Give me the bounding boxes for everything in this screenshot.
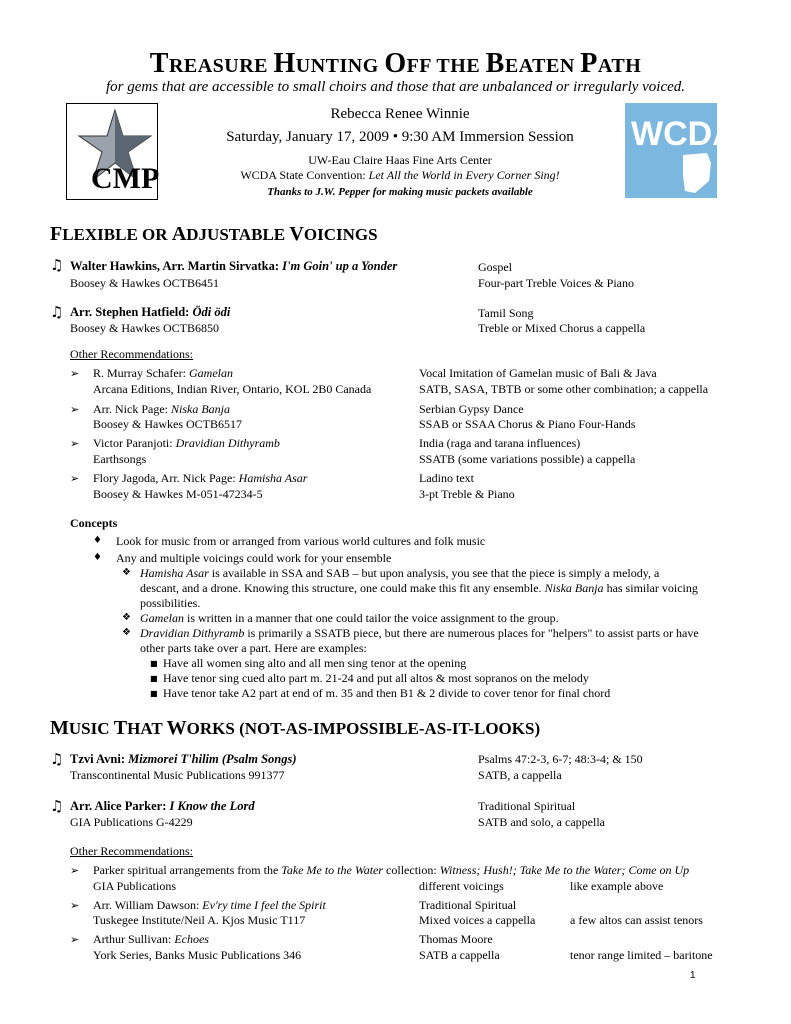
entry-title: Arr. Stephen Hatfield: Ödi ödi bbox=[70, 305, 231, 319]
rec-note: tenor range limited – baritone bbox=[570, 948, 713, 962]
page-title: TREASURE HUNTING OFF THE BEATEN PATH bbox=[149, 48, 642, 79]
other-recommendations-label: Other Recommendations: bbox=[70, 347, 193, 361]
rec-voicing: SSATB (some variations possible) a cappella bbox=[419, 452, 636, 466]
other-recommendations-label: Other Recommendations: bbox=[70, 844, 193, 858]
concepts-heading: Concepts bbox=[70, 516, 118, 530]
entry-title: Tzvi Avni: Mizmorei T'hilim (Psalm Songs) bbox=[70, 752, 297, 766]
rec-voicing: SSAB or SSAA Chorus & Piano Four-Hands bbox=[419, 417, 636, 431]
entry-style: Gospel bbox=[478, 260, 512, 274]
arrow-bullet-icon: ➢ bbox=[70, 403, 80, 416]
convention-info: WCDA State Convention: Let All the World in Every Corner Sing! bbox=[240, 168, 560, 182]
svg-text:WCDA: WCDA bbox=[631, 115, 737, 153]
rec-style: Ladino text bbox=[419, 471, 474, 485]
concept-sub-line: other parts take over a part. Here are examples: bbox=[140, 641, 367, 655]
entry-publisher: GIA Publications G-4229 bbox=[70, 815, 193, 829]
entry-publisher: Boosey & Hawkes OCTB6451 bbox=[70, 276, 219, 290]
concept-sub-line: possibilities. bbox=[140, 596, 201, 610]
rec-publisher: Tuskegee Institute/Neil A. Kjos Music T117 bbox=[93, 913, 306, 927]
music-note-icon: ♫ bbox=[50, 303, 64, 321]
rec-title: Arr. Nick Page: Niska Banja bbox=[93, 402, 230, 416]
concept-sub-line: Dravidian Dithyramb is primarily a SSATB piece, but there are numerous places for "helpers" to assist parts or have bbox=[140, 626, 699, 640]
rec-voicing: Mixed voices a cappella bbox=[419, 913, 536, 927]
four-diamond-bullet-icon: ❖ bbox=[122, 627, 131, 638]
four-diamond-bullet-icon: ❖ bbox=[122, 612, 131, 623]
entry-title: Walter Hawkins, Arr. Martin Sirvatka: I'm Goin' up a Yonder bbox=[70, 259, 398, 273]
thanks-note: Thanks to J.W. Pepper for making music packets available bbox=[267, 186, 533, 198]
entry-publisher: Boosey & Hawkes OCTB6850 bbox=[70, 321, 219, 335]
rec-title: Victor Paranjoti: Dravidian Dithyramb bbox=[93, 436, 280, 450]
rec-voicing: 3-pt Treble & Piano bbox=[419, 487, 515, 501]
rec-voicing: SATB, SASA, TBTB or some other combination; a cappella bbox=[419, 382, 709, 396]
rec-title: Parker spiritual arrangements from the Take Me to the Water collection: Witness; Hush!; Take Me to the Water; Come on Up bbox=[93, 863, 690, 877]
entry-voicing: Treble or Mixed Chorus a cappella bbox=[478, 321, 646, 335]
entry-publisher: Transcontinental Music Publications 991377 bbox=[70, 768, 285, 782]
concept-sub-line: descant, and a drone. Knowing this structure, one could make this fit any ensemble. Niska Banja has similar voicing bbox=[140, 581, 698, 595]
wcda-logo bbox=[625, 103, 737, 198]
diamond-bullet-icon: ♦ bbox=[93, 535, 102, 546]
venue-info: UW-Eau Claire Haas Fine Arts Center bbox=[308, 153, 492, 167]
arrow-bullet-icon: ➢ bbox=[70, 472, 80, 485]
arrow-bullet-icon: ➢ bbox=[70, 367, 80, 380]
section-heading-music-that-works: MUSIC THAT WORKS (NOT-AS-IMPOSSIBLE-AS-IT-LOOKS) bbox=[50, 717, 541, 739]
page-number: 1 bbox=[690, 970, 696, 981]
entry-title: Arr. Alice Parker: I Know the Lord bbox=[70, 799, 255, 813]
rec-style: Traditional Spiritual bbox=[419, 898, 517, 912]
rec-style: Vocal Imitation of Gamelan music of Bali & Java bbox=[419, 366, 657, 380]
entry-voicing: SATB, a cappella bbox=[478, 768, 562, 782]
section-heading-flexible: FLEXIBLE OR ADJUSTABLE VOICINGS bbox=[50, 223, 378, 245]
rec-title: Flory Jagoda, Arr. Nick Page: Hamisha Asar bbox=[93, 471, 308, 485]
arrow-bullet-icon: ➢ bbox=[70, 864, 80, 877]
concept-line: Any and multiple voicings could work for your ensemble bbox=[116, 551, 392, 565]
svg-text:CMP: CMP bbox=[91, 162, 160, 195]
arrow-bullet-icon: ➢ bbox=[70, 899, 80, 912]
rec-style: Thomas Moore bbox=[419, 932, 493, 946]
example-line: Have tenor sing cued alto part m. 21-24 and put all altos & most sopranos on the melody bbox=[163, 671, 589, 685]
entry-voicing: SATB and solo, a cappella bbox=[478, 815, 605, 829]
rec-style: different voicings bbox=[419, 879, 504, 893]
music-note-icon: ♫ bbox=[50, 797, 64, 815]
rec-style: Serbian Gypsy Dance bbox=[419, 402, 524, 416]
music-note-icon: ♫ bbox=[50, 256, 64, 274]
example-line: Have all women sing alto and all men sing tenor at the opening bbox=[163, 656, 467, 670]
rec-publisher: Earthsongs bbox=[93, 452, 147, 466]
cmp-logo bbox=[66, 103, 158, 200]
session-info: Saturday, January 17, 2009 • 9:30 AM Immersion Session bbox=[226, 129, 574, 145]
rec-publisher: GIA Publications bbox=[93, 879, 176, 893]
music-note-icon: ♫ bbox=[50, 750, 64, 768]
arrow-bullet-icon: ➢ bbox=[70, 437, 80, 450]
entry-style: Psalms 47:2-3, 6-7; 48:3-4; & 150 bbox=[478, 752, 643, 766]
four-diamond-bullet-icon: ❖ bbox=[122, 567, 131, 578]
entry-style: Traditional Spiritual bbox=[478, 799, 576, 813]
entry-style: Tamil Song bbox=[478, 306, 534, 320]
rec-title: R. Murray Schafer: Gamelan bbox=[93, 366, 233, 380]
page-subtitle: for gems that are accessible to small choirs and those that are unbalanced or irregularly voiced. bbox=[105, 79, 686, 95]
rec-note: a few altos can assist tenors bbox=[570, 913, 703, 927]
rec-publisher: York Series, Banks Music Publications 346 bbox=[93, 948, 302, 962]
entry-voicing: Four-part Treble Voices & Piano bbox=[478, 276, 634, 290]
square-bullet-icon: ■ bbox=[150, 674, 158, 683]
rec-publisher: Boosey & Hawkes OCTB6517 bbox=[93, 417, 242, 431]
example-line: Have tenor take A2 part at end of m. 35 and then B1 & 2 divide to cover tenor for final chord bbox=[163, 686, 611, 700]
square-bullet-icon: ■ bbox=[150, 659, 158, 668]
diamond-bullet-icon: ♦ bbox=[93, 552, 102, 563]
rec-style: India (raga and tarana influences) bbox=[419, 436, 581, 450]
rec-note: like example above bbox=[570, 879, 664, 893]
rec-publisher: Arcana Editions, Indian River, Ontario, KOL 2B0 Canada bbox=[93, 382, 372, 396]
rec-voicing: SATB a cappella bbox=[419, 948, 500, 962]
concept-line: Look for music from or arranged from various world cultures and folk music bbox=[116, 534, 486, 548]
author-name: Rebecca Renee Winnie bbox=[330, 106, 470, 122]
concept-sub-line: Hamisha Asar is available in SSA and SAB – but upon analysis, you see that the piece is simply a melody, a bbox=[140, 566, 660, 580]
concept-sub-line: Gamelan is written in a manner that one could tailor the voice assignment to the group. bbox=[140, 611, 559, 625]
rec-publisher: Boosey & Hawkes M-051-47234-5 bbox=[93, 487, 263, 501]
rec-title: Arr. William Dawson: Ev'ry time I feel the Spirit bbox=[93, 898, 326, 912]
square-bullet-icon: ■ bbox=[150, 689, 158, 698]
rec-title: Arthur Sullivan: Echoes bbox=[93, 932, 209, 946]
arrow-bullet-icon: ➢ bbox=[70, 933, 80, 946]
